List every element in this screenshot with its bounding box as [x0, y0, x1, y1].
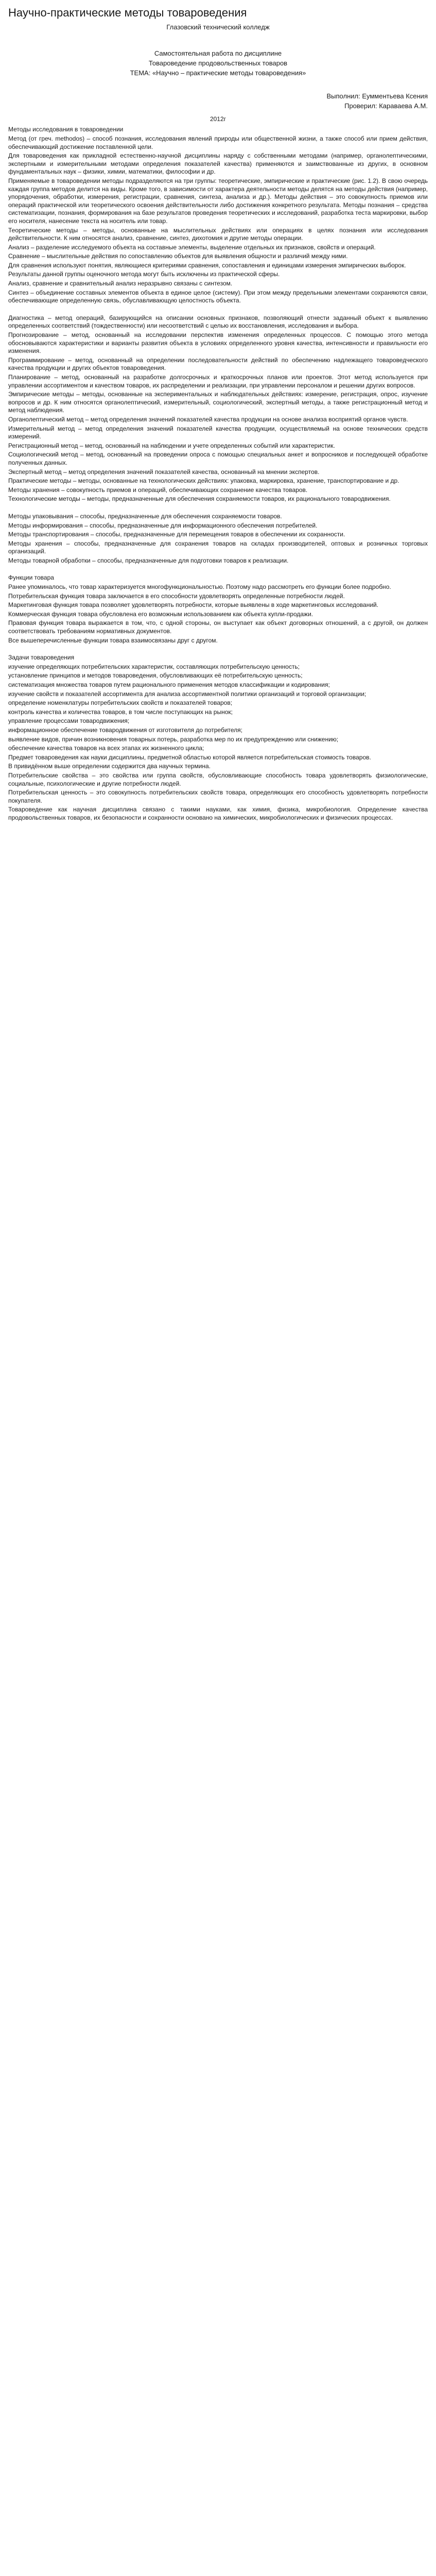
- body-paragraph: Регистрационный метод – метод, основанный на наблюдении и учете определенных событий или характеристик.: [8, 442, 335, 449]
- body-text: [8, 126, 428, 822]
- body-paragraph: Задачи товароведения: [8, 654, 75, 662]
- body-paragraph: Органолептический метод – метод определения значений показателей качества продукции на основе анализа восприятий органов чувств.: [8, 415, 408, 423]
- body-paragraph: Коммерческая функция товара обусловлена его возможным использованием как объекта купли-продажи.: [8, 610, 313, 618]
- body-paragraph: Экспертный метод – метод определения значений показателей качества, основанный на мнении экспертов.: [8, 468, 320, 476]
- title-page: [8, 49, 428, 110]
- body-paragraph: Методы транспортирования – способы, предназначенные для перемещения товаров в обеспечении их сохранности.: [8, 531, 345, 538]
- body-paragraph: Маркетинговая функция товара позволяет удовлетворять потребности, которые выявлены в ходе маркетинговых исследований.: [8, 601, 379, 609]
- body-paragraph: Все вышеперечисленные функции товара взаимосвязаны друг с другом.: [8, 636, 218, 644]
- body-paragraph: Измерительный метод – метод определения значений показателей качества продукции, осуществляемый на основе технических средств измерений.: [8, 425, 428, 440]
- spacer: [8, 32, 428, 46]
- document: [0, 0, 436, 836]
- body-paragraph: информационное обеспечение товародвижения от изготовителя до потребителя;: [8, 726, 242, 734]
- spacer: [8, 78, 428, 92]
- body-paragraph: управление процессами товародвижения;: [8, 717, 130, 725]
- body-paragraph: Правовая функция товара выражается в том, что, с одной стороны, он выступает как объект договорных отношений, а с другой, он должен соответствовать требованиям нормативных документов.: [8, 619, 428, 635]
- body-paragraph: изучение свойств и показателей ассортимента для анализа ассортиментной политики организаций и торговой организации;: [8, 690, 367, 698]
- body-paragraph: Применяемые в товароведении методы подразделяются на три группы: теоретические, эмпирические и практические (рис. 1.2). В свою очередь каждая группа методов делится на виды. Кроме того, в зависимости от характера деятельности методы делятся на методы действия (например, упорядочения, обработки, измерения, регистрации, сравнения, синтеза, анализа и др.). Методы действия – это совокупность приемов или операций практической или теоретического освоения действительности либо достижения конкретного результата. Методы познания – средства систематизации, познания, формирования на базе результатов проведения теоретических и исследований, разработка теста маркировки, выбор его носителя, нанесение текста на носитель или товар.: [8, 177, 428, 225]
- body-paragraph: Методы хранения – способы, предназначенные для сохранения товаров на складах производителей, оптовых и розничных торговых организаций.: [8, 539, 428, 555]
- body-paragraph: Методы хранения – совокупность приемов и операций, обеспечивающих сохранение качества товаров.: [8, 486, 308, 494]
- body-paragraph: Ранее упоминалось, что товар характеризуется многофункциональностью. Поэтому надо рассмотреть его функции более подробно.: [8, 583, 391, 591]
- body-paragraph: Социологический метод – метод, основанный на проведении опроса с помощью специальных анкет и вопросников и последующей обработке полученных данных.: [8, 451, 428, 466]
- body-paragraph: Планирование – метод, основанный на разработке долгосрочных и краткосрочных планов или проектов. Этот метод используется при управлении ассортиментом и качеством товаров, их распределении и реализации, при управлении персоналом и решении других вопросов.: [8, 374, 428, 389]
- body-paragraph: выявление видов, причин возникновения товарных потерь, разработка мер по их предупреждению или снижению;: [8, 735, 339, 743]
- body-paragraph: Потребительская ценность – это совокупность потребительских свойств товара, определяющих его способность удовлетворять потребности покупателя.: [8, 789, 428, 804]
- body-paragraph: [8, 306, 428, 313]
- theme: ТЕМА: «Научно – практические методы товароведения»: [130, 69, 306, 77]
- body-paragraph: Синтез – объединение составных элементов объекта в единое целое (систему). При этом между предельными элементами сохраняются связи, обеспечивающие определенную связь, обуславливающую целостность объекта.: [8, 289, 428, 304]
- body-paragraph: В привидённом выше определении содержится два научных термина.: [8, 762, 211, 770]
- body-paragraph: изучение определяющих потребительских характеристик, составляющих потребительскую ценность;: [8, 663, 300, 670]
- body-paragraph: Функции товара: [8, 574, 54, 582]
- body-paragraph: контроль качества и количества товаров, в том числе поступающих на рынок;: [8, 708, 233, 716]
- body-paragraph: Методы товарной обработки – способы, предназначенные для подготовки товаров к реализации.: [8, 556, 289, 564]
- body-paragraph: Эмпирические методы – методы, основанные на экспериментальных и наблюдательных действиях: измерение, регистрация, опрос, изучение вопросов и др. К ним относятся органолептический, измерительный, социологический, экспертный методы, а также регистрационный метод и метод наблюдения.: [8, 391, 428, 414]
- body-paragraph: Методы исследования в товароведении: [8, 126, 124, 133]
- body-paragraph: Сравнение – мыслительные действия по сопоставлению объектов для выявления общности и различий между ними.: [8, 252, 348, 260]
- author: Выполнил: Еумментьева Ксения: [326, 92, 428, 100]
- body-paragraph: Метод (от греч. methodos) – способ познания, исследования явлений природы или общественной жизни, а также способ или прием действия, обеспечивающий достижение поставленной цели.: [8, 134, 428, 150]
- body-paragraph: Теоретические методы – методы, основанные на мыслительных действиях или операциях в целях познания или исследования действительности. К ним относятся анализ, сравнение, синтез, дихотомия и другие методы операции.: [8, 226, 428, 242]
- body-paragraph: Прогнозирование – метод, основанный на исследовании перспектив изменения определенных процессов. С помощью этого метода обосновываются характеристики и варианты развития объекта в условиях определенного уровня качества, интенсивности и правильности его изменения.: [8, 331, 428, 355]
- body-paragraph: Товароведение как научная дисциплина связано с такими науками, как химия, физика, микробиология. Определение качества продовольственных товаров, их безопасности и сохранности основано на химических, микробиологических и физических процессах.: [8, 806, 428, 821]
- body-paragraph: Потребительская функция товара заключается в его способности удовлетворять определенные потребности людей.: [8, 592, 345, 600]
- body-paragraph: Предмет товароведения как науки дисциплины, предметной областью которой является потребительская стоимость товаров.: [8, 753, 371, 761]
- body-paragraph: Анализ – разделение исследуемого объекта на составные элементы, выделение отдельных их признаков, свойств и операций.: [8, 243, 376, 251]
- body-paragraph: [8, 504, 428, 512]
- page-title: Научно-практические методы товароведения: [8, 6, 247, 19]
- college-name: Глазовский технический колледж: [166, 23, 270, 31]
- discipline: Товароведение продовольственных товаров: [148, 59, 288, 67]
- body-paragraph: Программирование – метод, основанный на определении последовательности действий по обеспечению надлежащего товароведческого качества продукции и других объектов товароведения.: [8, 356, 428, 372]
- body-paragraph: [8, 566, 428, 573]
- checker: Проверил: Караваева А.М.: [344, 102, 428, 110]
- body-paragraph: Диагностика – метод операций, базирующийся на описании основных признаков, позволяющий отнести заданный объект к выявлению определенных соответствий (тождественности) или несоответствий с целью их восстановления, исследования и выбора.: [8, 314, 428, 330]
- body-paragraph: Методы упаковывания – способы, предназначенные для обеспечения сохраняемости товаров.: [8, 512, 282, 520]
- body-paragraph: Практические методы – методы, основанные на технологических действиях: упаковка, маркировка, хранение, транспортирование и др.: [8, 477, 399, 485]
- year: 2012г: [210, 115, 226, 123]
- body-paragraph: Результаты данной группы оценочного метода могут быть исключены из практической сферы.: [8, 270, 280, 278]
- body-paragraph: [8, 646, 428, 653]
- work-type: Самостоятельная работа по дисциплине: [154, 49, 282, 58]
- body-paragraph: определение номенклатуры потребительских свойств и показателей товаров;: [8, 699, 233, 707]
- body-paragraph: Технологические методы – методы, предназначенные для обеспечения сохраняемости товаров, их рационального товародвижения.: [8, 495, 391, 503]
- body-paragraph: Потребительские свойства – это свойства или группа свойств, обусловливающие способность товара удовлетворять физиологические, социальные, психологические и другие потребности людей.: [8, 771, 428, 787]
- body-paragraph: систематизация множества товаров путем рационального применения методов классификации и кодирования;: [8, 681, 330, 689]
- body-paragraph: Для сравнения используют понятия, являющиеся критериями сравнения, сопоставления и единицами измерения эмпирических выборок.: [8, 261, 406, 269]
- body-paragraph: Методы информирования – способы, предназначенные для информационного обеспечения потребителей.: [8, 521, 318, 529]
- body-paragraph: Для товароведения как прикладной естественно-научной дисциплины наряду с собственными методами (например, органолептическими, экспертными и измерительными методами определения показателей качества) применяются и заимствованные из других, в основном фундаментальных наук – физики, химии, математики, философии и др.: [8, 152, 428, 176]
- body-paragraph: установление принципов и методов товароведения, обусловливающих её потребительскую ценность;: [8, 672, 303, 680]
- body-paragraph: Анализ, сравнение и сравнительный анализ неразрывно связаны с синтезом.: [8, 280, 233, 287]
- body-paragraph: обеспечение качества товаров на всех этапах их жизненного цикла;: [8, 744, 204, 752]
